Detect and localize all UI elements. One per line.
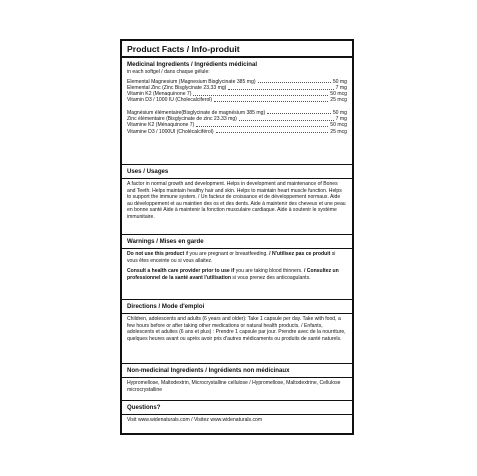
warning-consult-text-en: you are taking blood thinners. (234, 268, 304, 274)
questions-text: Visit www.widenaturals.com / Visitez www.widenaturals.com (127, 417, 263, 423)
uses-heading: Uses / Usages (122, 168, 352, 179)
warning-pregnancy (127, 251, 347, 264)
uses-text: A factor in normal growth and development. Helps in development and maintenance of Bones and Teeth. Helps maintain healthy hair and skin. Helps to maintain heart muscle function. Helps to support the immune system. / Un facteur de croissance et de développement normaux. Aide au développement et au maintien des os et des dents. Aide à maintenir des cheveux et une peau en bonne santé Aide à maintenir la fonction musculaire cardiaque. Aide à soutenir le système immunitaire. (127, 181, 346, 220)
warnings-heading: Warnings / Mises en garde (122, 238, 352, 249)
dot-leader (214, 101, 328, 102)
product-facts-panel (120, 39, 354, 435)
ingredient-name: Magnésium élémentaire(Bisglycinate de magnésium 385 mg) (127, 109, 266, 116)
dot-leader (193, 95, 328, 96)
dot-leader (239, 120, 334, 121)
warning-consult (127, 268, 347, 281)
dot-leader (267, 113, 331, 114)
ingredient-amount: 25 mcg (330, 97, 347, 104)
ingredient-name: Zinc élémentaire (Bisglycinate de zinc 23.33 mg) (127, 115, 237, 122)
non-medicinal-section (122, 364, 352, 401)
warning-consult-bold-fr: / Consultez un professionnel de la santé avant l'utilisation (127, 268, 339, 281)
ingredient-name: Vitamine D3 / 1000UI (Cholécalciférol) (127, 128, 214, 135)
warning-pregnancy-bold-fr: / N'utilisez pas ce produit (269, 251, 331, 257)
directions-heading: Directions / Mode d'emploi (122, 303, 352, 314)
questions-heading: Questions? (122, 404, 352, 415)
warnings-section (122, 235, 352, 300)
ingredient-name: Elemental Zinc (Zinc Bisglycinate 23.33 mg) (127, 84, 227, 91)
uses-section (122, 165, 352, 235)
ingredient-list-french (127, 110, 347, 135)
medicinal-heading: Medicinal Ingredients / Ingrédients médicinal (127, 61, 258, 68)
dot-leader (216, 132, 329, 133)
ingredient-amount: 50 mcg (330, 91, 347, 98)
warning-consult-text-fr: si vous prenez des anticoagulants. (230, 274, 311, 281)
warning-pregnancy-text-fr: si vous êtes enceinte ou si vous allaitez. (127, 251, 336, 264)
medicinal-section (122, 58, 352, 165)
dot-leader (196, 126, 328, 127)
ingredient-amount: 7 mg (335, 84, 347, 91)
ingredient-amount: 50 mg (332, 78, 347, 85)
dot-leader (258, 82, 331, 83)
questions-section (122, 401, 352, 427)
ingredient-amount: 25 mcg (330, 128, 347, 135)
medicinal-subheading: in each softgel / dans chaque gélule: (127, 69, 210, 75)
warning-pregnancy-bold-en: Do not use this product (127, 251, 185, 257)
ingredient-name: Vitamin K2 (Menaquinone 7) (127, 91, 192, 98)
ingredient-list-english (127, 79, 347, 104)
ingredient-amount: 50 mg (332, 109, 347, 116)
non-medicinal-heading: Non-medicinal Ingredients / Ingrédients non médicinaux (122, 367, 352, 378)
ingredient-amount: 50 mcg (330, 122, 347, 129)
ingredient-name: Vitamin D3 / 1000 IU (Cholecalciferol) (127, 97, 213, 104)
warning-pregnancy-text-en: if you are pregnant or breastfeeding. (184, 251, 270, 257)
non-medicinal-text: Hypromellose, Maltodextrin, Microcrystalline cellulose / Hypromellose, Maltodextrine, Cellulose microcrystalline (127, 380, 341, 393)
panel-title: Product Facts / Info-produit (122, 41, 352, 58)
directions-section (122, 300, 352, 364)
warning-consult-bold-en: Consult a health care provider prior to use if (127, 268, 235, 274)
ingredient-name: Vitamine K2 (Ménaquinone 7) (127, 122, 195, 129)
dot-leader (228, 89, 333, 90)
directions-text: Children, adolescents and adults (6 years and older): Take 1 capsule per day. Take with food, a few hours before or after taking other medications or natural health products. / Enfants, adolescents et adultes (6 ans et plus) : Prendre 1 capsule par jour. Prendre avec de la nourriture, quelques heures avant ou après avoir pris d'autres médicaments ou produits de santé naturels. (127, 316, 346, 342)
ingredient-amount: 7 mg (335, 115, 347, 122)
ingredient-row (127, 129, 347, 135)
ingredient-name: Elemental Magnesium (Magnesium Bisglycinate 385 mg) (127, 78, 256, 85)
